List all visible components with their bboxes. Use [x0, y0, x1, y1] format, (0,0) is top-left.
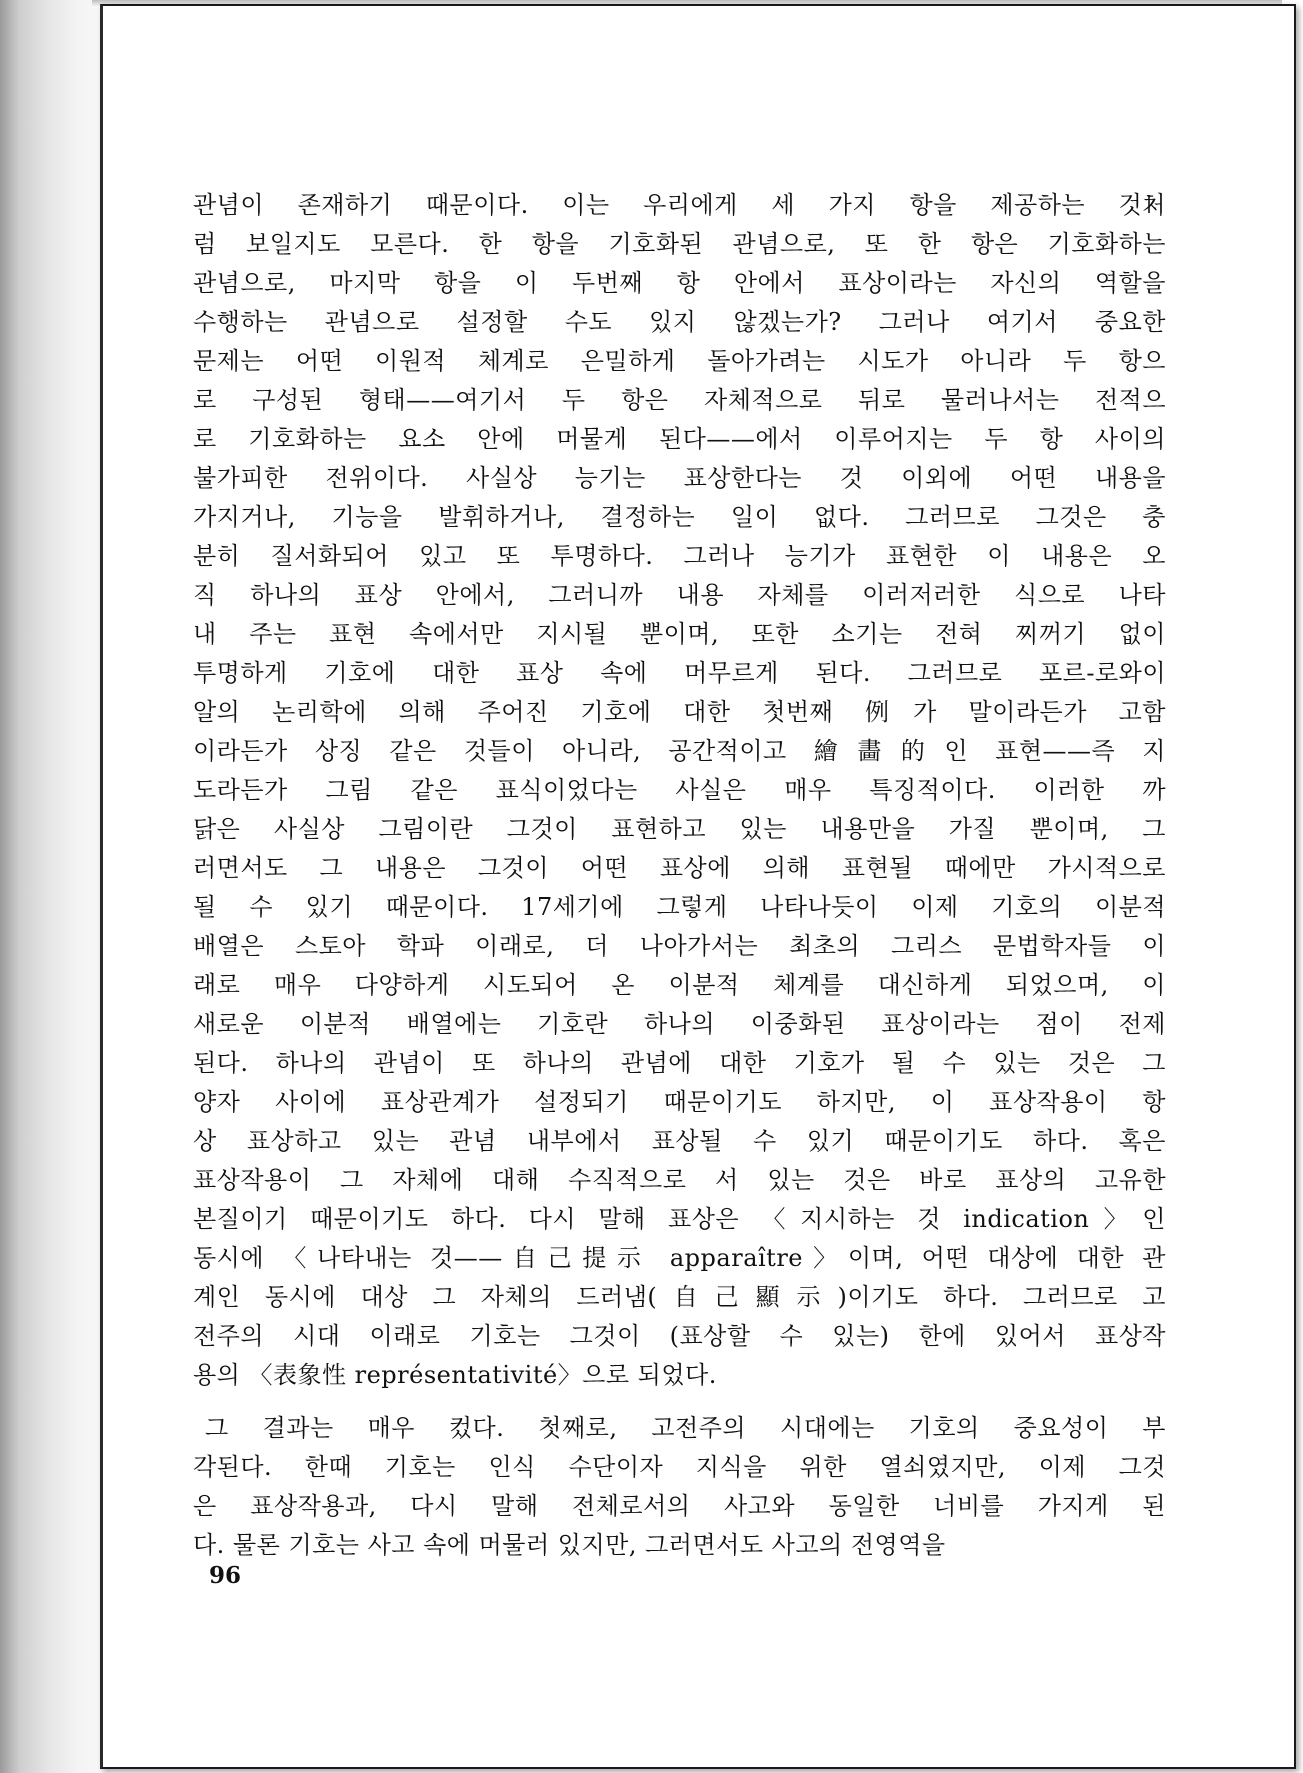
text-line: 알의 논리학에 의해 주어진 기호에 대한 첫번째 例가 말이라든가 고함	[193, 698, 1166, 726]
text-line: 불가피한 전위이다. 사실상 능기는 표상한다는 것 이외에 어떤 내용을	[193, 464, 1166, 492]
paragraph	[193, 1409, 1166, 1565]
text-line: 동시에 〈나타내는 것——自己提示 apparaître〉이며, 어떤 대상에 대한 관	[193, 1244, 1166, 1272]
text-line: 관념이 존재하기 때문이다. 이는 우리에게 세 가지 항을 제공하는 것처	[193, 191, 1166, 219]
text-line: 도라든가 그림 같은 표식이었다는 사실은 매우 특징적이다. 이러한 까	[193, 776, 1166, 804]
text-line: 래로 매우 다양하게 시도되어 온 이분적 체계를 대신하게 되었으며, 이	[193, 971, 1166, 999]
text-line: 상 표상하고 있는 관념 내부에서 표상될 수 있기 때문이기도 하다. 혹은	[193, 1127, 1166, 1155]
text-line: 용의 〈表象性 représentativité〉으로 되었다.	[193, 1361, 717, 1389]
text-line: 내 주는 표현 속에서만 지시될 뿐이며, 또한 소기는 전혀 찌꺼기 없이	[193, 620, 1166, 648]
text-line: 표상작용이 그 자체에 대해 수직적으로 서 있는 것은 바로 표상의 고유한	[193, 1166, 1166, 1194]
text-line: 러면서도 그 내용은 그것이 어떤 표상에 의해 표현될 때에만 가시적으로	[193, 854, 1166, 882]
text-line: 이라든가 상징 같은 것들이 아니라, 공간적이고 繪畵的인 표현——즉 지	[193, 737, 1166, 765]
text-line: 가지거나, 기능을 발휘하거나, 결정하는 일이 없다. 그러므로 그것은 충	[193, 503, 1166, 531]
text-line: 각된다. 한때 기호는 인식 수단이자 지식을 위한 열쇠였지만, 이제 그것	[193, 1453, 1166, 1481]
paragraph-gap	[193, 1395, 1166, 1409]
text-line: 럼 보일지도 모른다. 한 항을 기호화된 관념으로, 또 한 항은 기호화하는	[193, 230, 1166, 258]
text-line: 본질이기 때문이기도 하다. 다시 말해 표상은 〈지시하는 것 indication〉인	[193, 1205, 1166, 1233]
text-line: 계인 동시에 대상 그 자체의 드러냄(自己顯示)이기도 하다. 그러므로 고	[193, 1283, 1166, 1311]
text-line: 전주의 시대 이래로 기호는 그것이 (표상할 수 있는) 한에 있어서 표상작	[193, 1322, 1166, 1350]
text-line: 닭은 사실상 그림이란 그것이 표현하고 있는 내용만을 가질 뿐이며, 그	[193, 815, 1166, 843]
text-line: 된다. 하나의 관념이 또 하나의 관념에 대한 기호가 될 수 있는 것은 그	[193, 1049, 1166, 1077]
text-line: 문제는 어떤 이원적 체계로 은밀하게 돌아가려는 시도가 아니라 두 항으	[193, 347, 1166, 375]
text-line: 수행하는 관념으로 설정할 수도 있지 않겠는가? 그러나 여기서 중요한	[193, 308, 1166, 336]
text-line: 배열은 스토아 학파 이래로, 더 나아가서는 최초의 그리스 문법학자들 이	[193, 932, 1166, 960]
text-line: 투명하게 기호에 대한 표상 속에 머무르게 된다. 그러므로 포르-로와이	[193, 659, 1166, 687]
body-text	[193, 186, 1166, 1565]
book-page-edge	[0, 0, 110, 1773]
text-line: 로 구성된 형태——여기서 두 항은 자체적으로 뒤로 물러나서는 전적으	[193, 386, 1166, 414]
text-line: 그 결과는 매우 컸다. 첫째로, 고전주의 시대에는 기호의 중요성이 부	[205, 1414, 1166, 1442]
text-line: 다. 물론 기호는 사고 속에 머물러 있지만, 그러면서도 사고의 전영역을	[193, 1531, 946, 1559]
text-line: 될 수 있기 때문이다. 17세기에 그렇게 나타나듯이 이제 기호의 이분적	[193, 893, 1166, 921]
text-line: 새로운 이분적 배열에는 기호란 하나의 이중화된 표상이라는 점이 전제	[193, 1010, 1166, 1038]
page-number: 96	[209, 1562, 242, 1589]
paragraph	[193, 186, 1166, 1395]
text-line: 직 하나의 표상 안에서, 그러니까 내용 자체를 이러저러한 식으로 나타	[193, 581, 1166, 609]
text-line: 관념으로, 마지막 항을 이 두번째 항 안에서 표상이라는 자신의 역할을	[193, 269, 1166, 297]
text-line: 양자 사이에 표상관계가 설정되기 때문이기도 하지만, 이 표상작용이 항	[193, 1088, 1166, 1116]
text-line: 은 표상작용과, 다시 말해 전체로서의 사고와 동일한 너비를 가지게 된	[193, 1492, 1166, 1520]
text-line: 분히 질서화되어 있고 또 투명하다. 그러나 능기가 표현한 이 내용은 오	[193, 542, 1166, 570]
text-line: 로 기호화하는 요소 안에 머물게 된다——에서 이루어지는 두 항 사이의	[193, 425, 1166, 453]
